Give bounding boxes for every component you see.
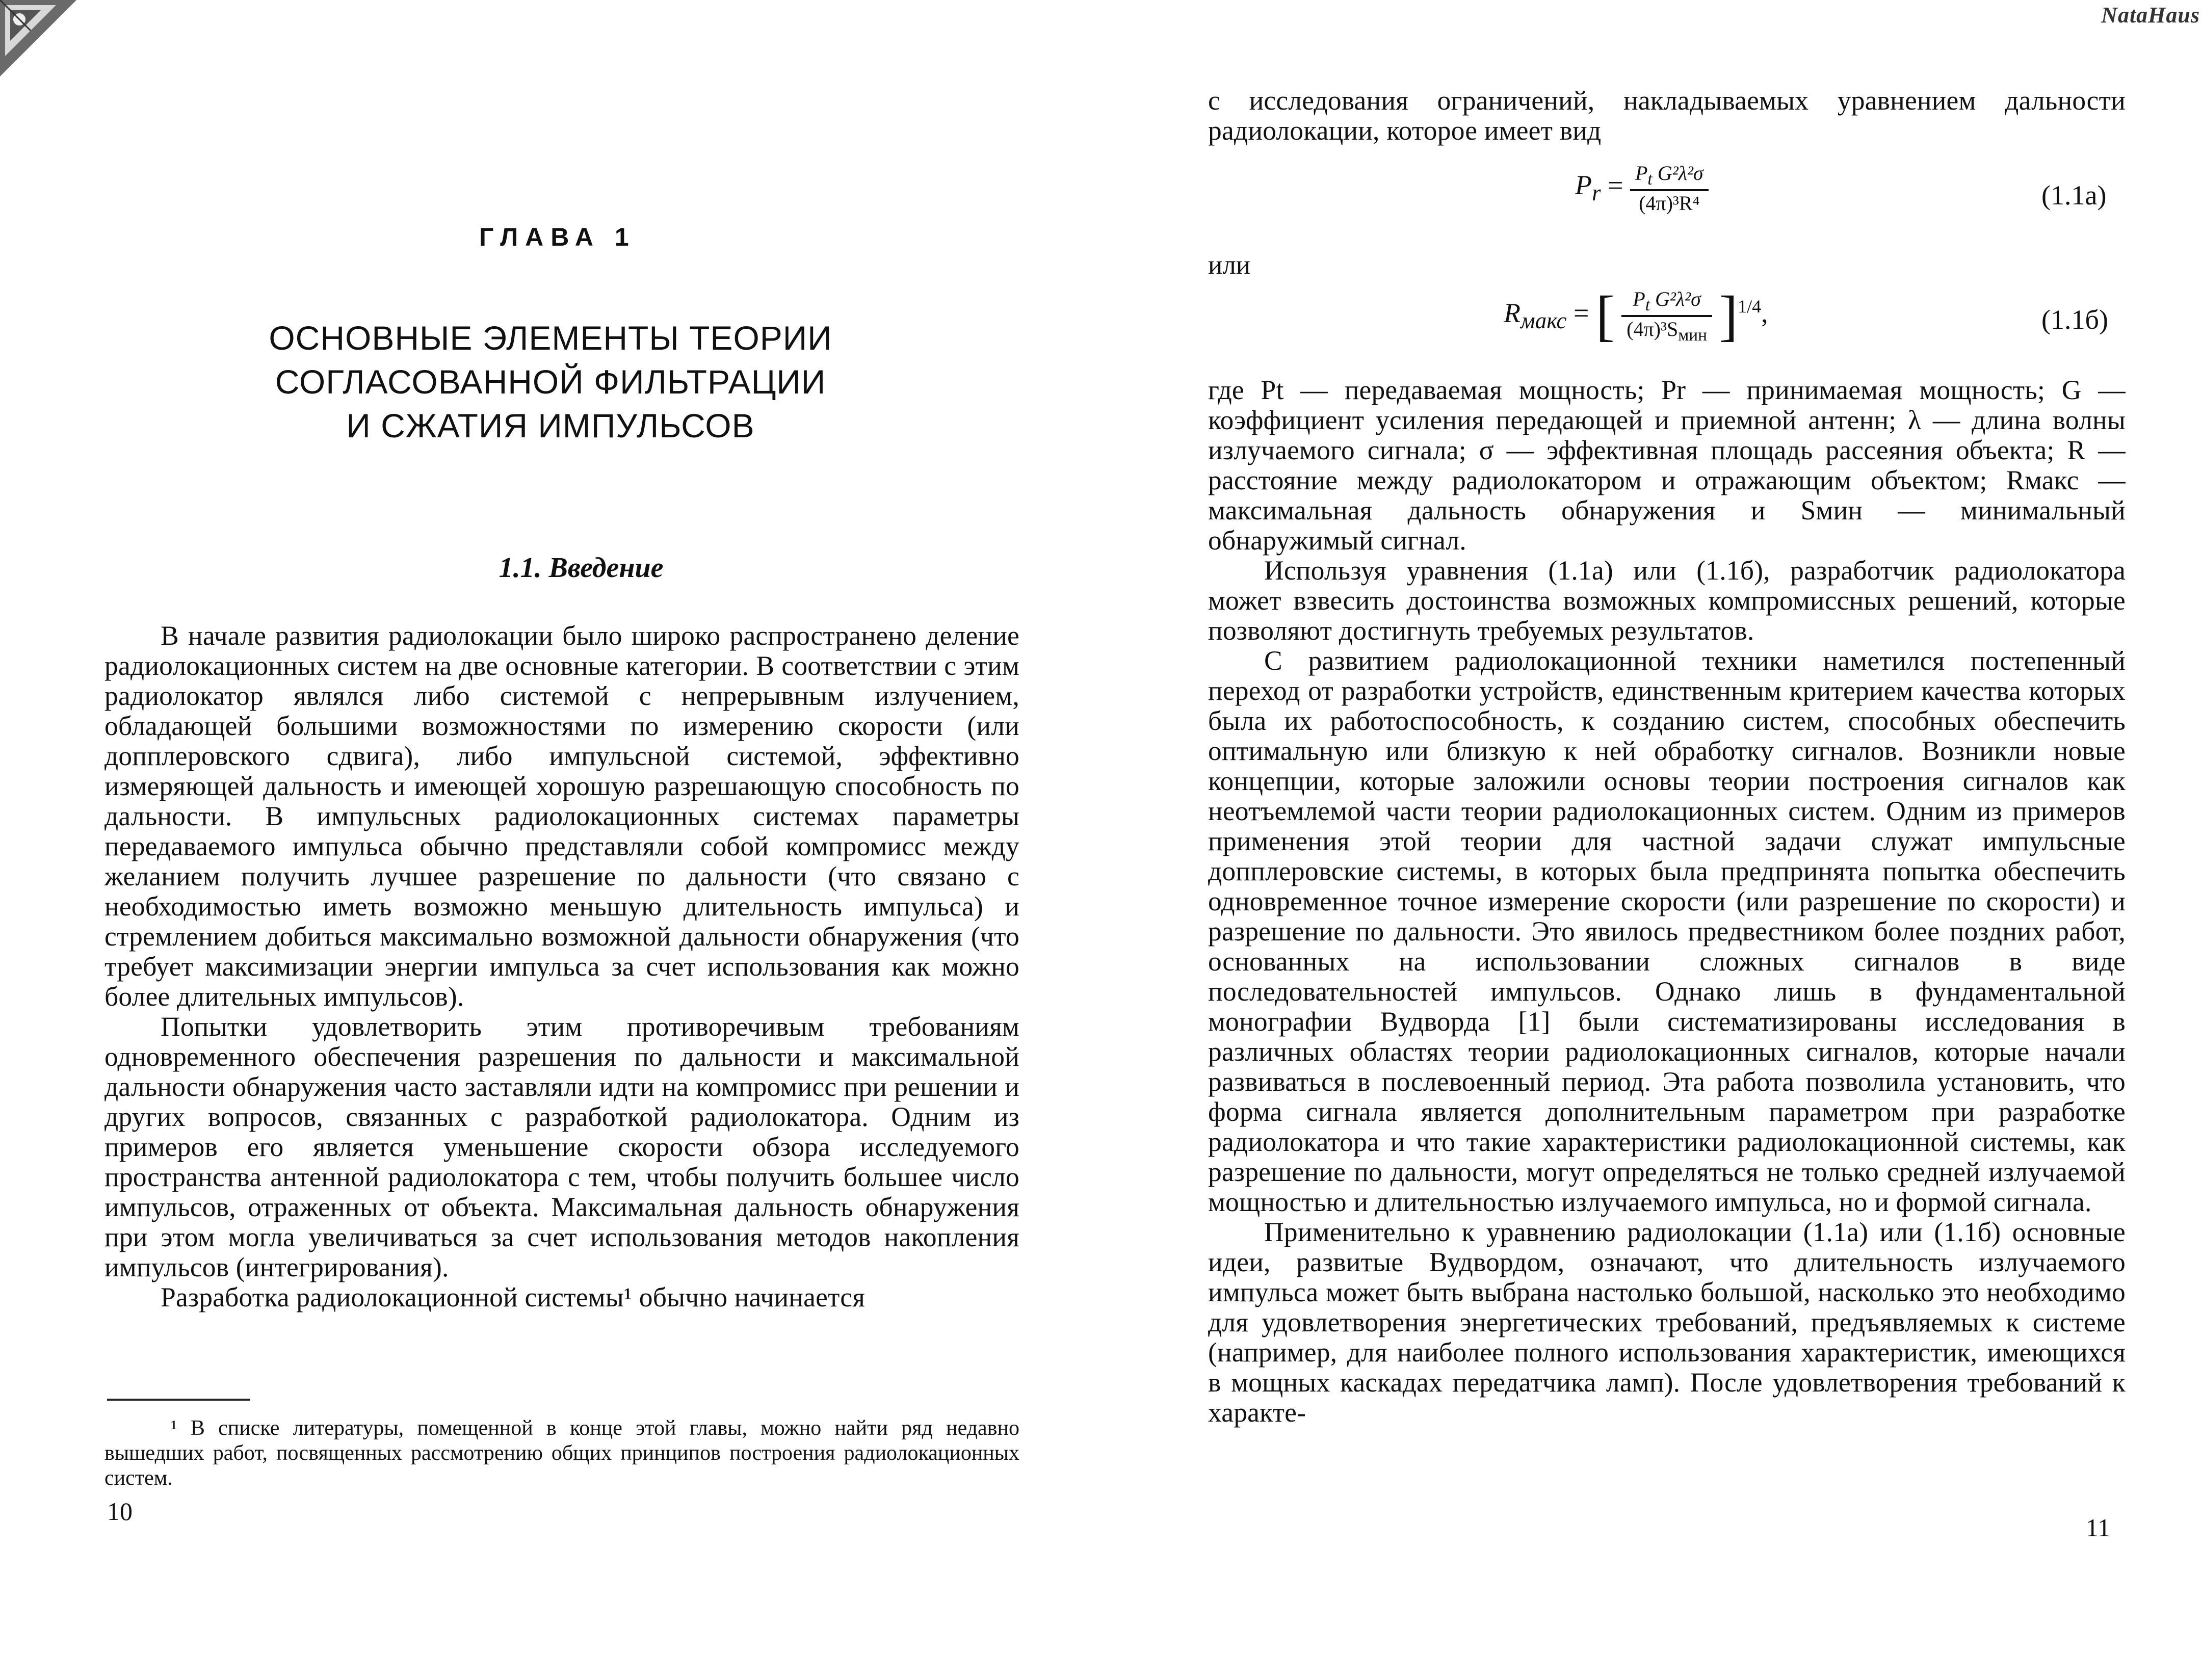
corner-ornament-icon [0, 0, 76, 76]
equation-1-1a: $P_r$ = $\frac{P_t G^2\lambda^2\sigma}{\text{(4π)³R⁴}}$ [1575, 161, 1709, 215]
paragraph: Разработка радиолокационной системы¹ обычно начинается [161, 1282, 865, 1312]
paragraph: С развитием радиолокационной техники наметился постепенный переход от разработки устройств, единственным критерием качества которых была их работоспособность, к созданию систем, способных обеспечить оптимальную или близкую к ней обработку сигналов. Возникли новые концепции, которые заложили основы теории построения сигналов как неотъемлемой части теории радиолокационных систем. Одним из примеров применения этой теории для частной задачи служат импульсные допплеровские системы, в которых была предпринята попытка обеспечить одновременное точное измерение скорости (или разрешение по скорости) и разрешение по дальности. Это явилось предвестником более поздних работ, основанных на использовании сложных сигналов в виде последовательностей импульсов. Однако лишь в фундаментальной монографии Вудворда [1] были систематизированы исследования в различных областях теории радиолокационных сигналов, которые начали развиваться в послевоенный период. Эта работа позволила установить, что форма сигнала является дополнительным параметром при разработке радиолокатора и что такие характеристики радиолокационной системы, как разрешение по дальности, могут определяться не только средней излучаемой мощностью и длительностью излучаемого импульса, но и формой сигнала. [1208, 645, 2126, 1217]
page-number-right: 11 [2086, 1513, 2111, 1542]
footnote-divider [107, 1399, 250, 1401]
chapter-title-line-1: ОСНОВНЫЕ ЭЛЕМЕНТЫ ТЕОРИИ [269, 319, 832, 357]
equation-1-1b: $R_{макс}$ = [ $\frac{P_t G^2\lambda^2\sigma}{(4\pi)^3S_{мин}}$ ]$^{1/4}$, [1504, 284, 1768, 347]
equation-number-1-1a: (1.1а) [2041, 180, 2107, 211]
paragraph: В начале развития радиолокации было широко распространено деление радиолокационных систем на две основные категории. В соответствии с этим радиолокатор являлся либо системой с непрерывным излучением, обладающей большими возможностями по измерению скорости (или допплеровского сдвига), либо импульсной системой, эффективно измеряющей дальность и имеющей хорошую разрешающую способность по дальности. В импульсных радиолокационных системах параметры передаваемого импульса обычно представляли собой компромисс между желанием получить лучшее разрешение по дальности (что связано с необходимостью иметь возможно меньшую длительность импульса) и стремлением добиться максимально возможной дальности обнаружения (что требует максимизации энергии импульса за счет использования как можно более длительных импульсов). [104, 620, 1019, 1012]
intro-text [1208, 86, 2126, 146]
eq2-lhs: $R_{макс}$ [1504, 297, 1567, 333]
eq1-lhs: $P_r$ [1575, 170, 1601, 206]
eq2-fraction: $\frac{P_t G^2\lambda^2\sigma}{(4\pi)^3S_{мин}}$ [1621, 287, 1712, 345]
footnote-text: ¹ В списке литературы, помещенной в конце этой главы, можно найти ряд недавно вышедших работ, посвященных рассмотрению общих принципов построения радиолокационных систем. [104, 1416, 1019, 1490]
right-page [1101, 0, 2202, 1680]
paragraph: Применительно к уравнению радиолокации (1.1а) или (1.1б) основные идеи, развитые Вудвордом, означают, что длительность излучаемого импульса может быть выбрана настолько большой, насколько это необходимо для удовлетворения энергетических требований, предъявляемых к системе (например, для наиболее полного использования характеристик, имеющихся в мощных каскадах передатчика ламп). После удовлетворения требований к характе- [1208, 1217, 2126, 1428]
chapter-title-line-2: СОГЛАСОВАННОЙ ФИЛЬТРАЦИИ [275, 363, 826, 401]
eq1-fraction: $\frac{P_t G^2\lambda^2\sigma}{\text{(4π)³R⁴}}$ [1630, 161, 1709, 215]
watermark-logo: NataHaus [2101, 3, 2200, 28]
left-body-text [104, 621, 1019, 1312]
footnote [104, 1416, 1019, 1491]
paragraph: где Pt — передаваемая мощность; Pr — принимаемая мощность; G — коэффициент усиления передающей и приемной антенн; λ — длина волны излучаемого сигнала; σ — эффективная площадь рассеяния объекта; R — расстояние между радиолокатором и отражающим объектом; Rмакс — максимальная дальность обнаружения и Sмин — минимальный обнаружимый сигнал. [1208, 375, 2126, 556]
chapter-title [255, 316, 846, 448]
equation-number-1-1b: (1.1б) [2041, 304, 2108, 335]
right-body-text [1208, 375, 2126, 1428]
paragraph: Попытки удовлетворить этим противоречивым требованиям одновременного обеспечения разрешения по дальности и максимальной дальности обнаружения часто заставляли идти на компромисс при решении и других вопросов, связанных с разработкой радиолокатора. Одним из примеров его является уменьшение скорости обзора исследуемого пространства антенной радиолокатора с тем, чтобы получить большее число импульсов, отраженных от объекта. Максимальная дальность обнаружения при этом могла увеличиваться за счет использования методов накопления импульсов (интегрирования). [104, 1011, 1019, 1282]
chapter-title-line-3: И СЖАТИЯ ИМПУЛЬСОВ [346, 407, 755, 444]
page-number-left: 10 [107, 1497, 133, 1526]
paragraph: с исследования ограничений, накладываемых уравнением дальности радиолокации, которое имеет вид [1208, 85, 2126, 146]
paragraph: Используя уравнения (1.1а) или (1.1б), разработчик радиолокатора может взвесить достоинства возможных компромиссных решений, которые позволяют достигнуть требуемых результатов. [1208, 555, 2126, 646]
chapter-label: ГЛАВА 1 [479, 223, 636, 251]
section-title: 1.1. Введение [499, 552, 664, 584]
or-label: или [1208, 250, 1251, 280]
